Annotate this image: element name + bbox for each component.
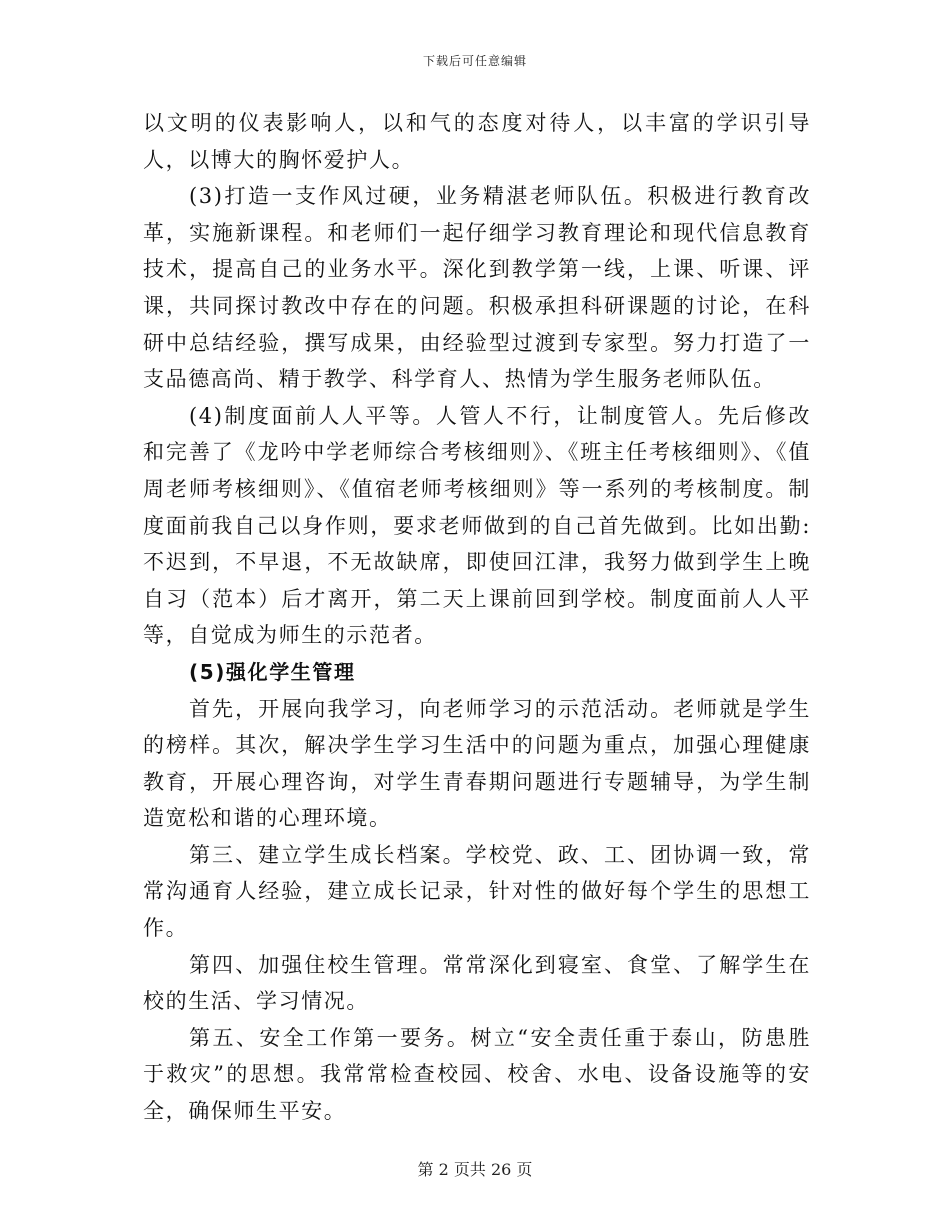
paragraph-fourth: 第四、加强住校生管理。常常深化到寝室、食堂、了解学生在校的生活、学习情况。: [143, 952, 811, 1014]
page-number: 第 2 页共 26 页: [417, 1160, 533, 1179]
paragraph-third: 第三、建立学生成长档案。学校党、政、工、团协调一致，常常沟通育人经验，建立成长记录，针对性的做好每个学生的思想工作。: [143, 842, 811, 941]
paragraph-fifth: 第五、安全工作第一要务。树立“安全责任重于泰山，防患胜于救灾”的思想。我常常检查校园、校舍、水电、设备设施等的安全，确保师生平安。: [143, 1025, 811, 1124]
document-body: [143, 105, 811, 1130]
page-header-note: 下载后可任意编辑: [422, 54, 527, 68]
paragraph-intro-continuation: 以文明的仪表影响人，以和气的态度对待人，以丰富的学识引导人，以博大的胸怀爱护人。: [143, 111, 811, 172]
paragraph-first: 首先，开展向我学习，向老师学习的示范活动。老师就是学生的榜样。其次，解决学生学习生活中的问题为重点，加强心理健康教育，开展心理咨询，对学生青春期问题进行专题辅导，为学生制造宽松和谐的心理环境。: [143, 696, 811, 831]
paragraph-item-4: (4)制度面前人人平等。人管人不行，让制度管人。先后修改和完善了《龙吟中学老师综合考核细则》、《班主任考核细则》、《值周老师考核细则》、《值宿老师考核细则》等一系列的考核制度。制度面前我自己以身作则，要求老师做到的自己首先做到。比如出勤:不迟到，不早退，不无故缺席，即使回江津，我努力做到学生上晚自习（范本）后才离开，第二天上课前回到学校。制度面前人人平等，自觉成为师生的示范者。: [143, 403, 811, 648]
paragraph-item-3: (3)打造一支作风过硬，业务精湛老师队伍。积极进行教育改革，实施新课程。和老师们一起仔细学习教育理论和现代信息教育技术，提高自己的业务水平。深化到教学第一线，上课、听课、评课，共同探讨教改中存在的问题。积极承担科研课题的讨论，在科研中总结经验，撰写成果，由经验型过渡到专家型。努力打造了一支品德高尚、精于教学、科学育人、热情为学生服务老师队伍。: [143, 184, 811, 392]
section-heading-student-management: (5)强化学生管理: [189, 659, 356, 684]
